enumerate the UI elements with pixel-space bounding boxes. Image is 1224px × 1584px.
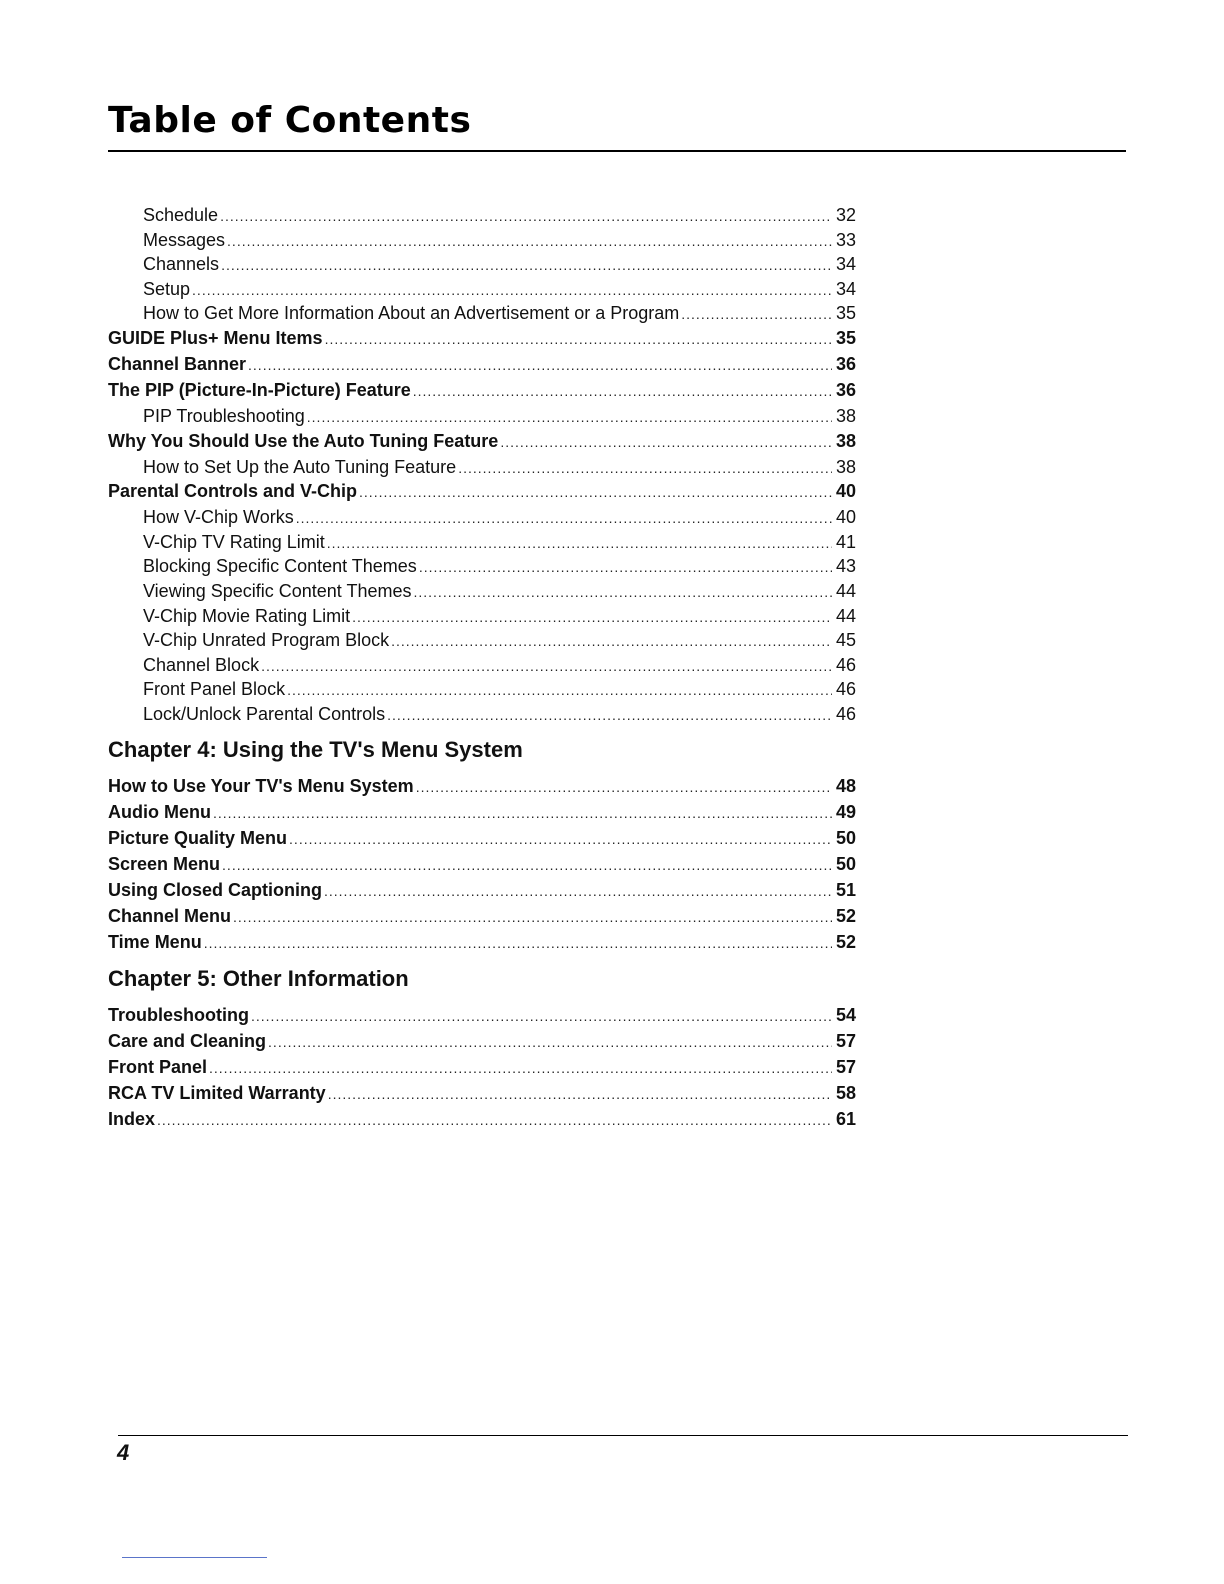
dot-leader <box>287 679 832 700</box>
dot-leader <box>458 457 832 478</box>
toc-entry-page: 36 <box>835 379 856 400</box>
toc-entry-label: V-Chip Unrated Program Block <box>143 630 390 651</box>
toc-entry-label: How to Get More Information About an Advertisement or a Program <box>143 303 680 324</box>
toc-entry[interactable] <box>108 630 856 655</box>
scan-edge-mark <box>122 1557 267 1558</box>
dot-leader <box>681 303 832 324</box>
toc-entry[interactable] <box>108 581 856 606</box>
chapter-heading: Chapter 5: Other Information <box>108 965 409 991</box>
toc-entry-page: 46 <box>835 703 856 724</box>
dot-leader <box>261 655 832 676</box>
toc-entry-page: 61 <box>835 1108 856 1129</box>
toc-entry-label: Why You Should Use the Auto Tuning Feature <box>108 430 499 451</box>
dot-leader <box>325 328 832 349</box>
dot-leader <box>209 1057 832 1078</box>
footer-divider <box>118 1435 1128 1436</box>
dot-leader <box>157 1109 832 1130</box>
dot-leader <box>233 906 832 927</box>
toc-entry-label: Channel Block <box>143 654 260 675</box>
toc-entry-label: How to Use Your TV's Menu System <box>108 775 414 796</box>
toc-entry[interactable] <box>108 380 856 406</box>
toc-entry[interactable] <box>108 481 856 507</box>
toc-entry-label: Channel Menu <box>108 905 232 926</box>
dot-leader <box>359 481 832 502</box>
toc-entry-page: 35 <box>835 327 856 348</box>
toc-entry[interactable] <box>108 254 856 279</box>
toc-entry-label: Picture Quality Menu <box>108 827 288 848</box>
toc-entry-label: Parental Controls and V-Chip <box>108 481 358 502</box>
page-number: 4 <box>117 1440 130 1465</box>
toc-entry[interactable] <box>108 1031 856 1057</box>
toc-entry-page: 33 <box>835 229 856 250</box>
toc-entry-page: 46 <box>835 679 856 700</box>
toc-entry-page: 41 <box>835 531 856 552</box>
toc-entry-page: 58 <box>835 1082 856 1103</box>
toc-entry-page: 40 <box>835 481 856 502</box>
toc-entry-label: Schedule <box>143 205 219 225</box>
toc-entry-page: 48 <box>835 775 856 796</box>
toc-entry-label: How V-Chip Works <box>143 507 294 528</box>
toc-entry[interactable] <box>108 431 856 457</box>
toc-entry-label: Audio Menu <box>108 801 211 822</box>
toc-entry[interactable] <box>108 1005 856 1031</box>
toc-entry[interactable] <box>108 679 856 704</box>
toc-entry-label: Using Closed Captioning <box>108 879 322 900</box>
dot-leader <box>500 431 832 452</box>
table-of-contents <box>108 205 856 1135</box>
toc-entry[interactable] <box>108 606 856 631</box>
toc-entry-label: V-Chip TV Rating Limit <box>143 531 325 552</box>
toc-entry-label: How to Set Up the Auto Tuning Feature <box>143 456 457 477</box>
toc-entry[interactable] <box>108 880 856 906</box>
dot-leader <box>222 854 832 875</box>
toc-entry-label: Front Panel Block <box>143 679 286 700</box>
dot-leader <box>296 507 832 528</box>
toc-entry[interactable] <box>108 230 856 255</box>
toc-entry-label: Viewing Specific Content Themes <box>143 580 412 601</box>
toc-entry-page: 45 <box>835 630 856 651</box>
toc-entry-page: 43 <box>835 556 856 577</box>
toc-entry-page: 44 <box>835 605 856 626</box>
dot-leader <box>391 630 832 651</box>
dot-leader <box>251 1005 832 1026</box>
dot-leader <box>352 606 832 627</box>
dot-leader <box>221 254 832 275</box>
toc-entry[interactable] <box>108 406 856 431</box>
toc-entry-label: Channels <box>143 254 220 275</box>
toc-entry-label: RCA TV Limited Warranty <box>108 1082 326 1103</box>
toc-entry-page: 57 <box>835 1030 856 1051</box>
toc-entry-label: Screen Menu <box>108 853 221 874</box>
toc-entry[interactable] <box>108 828 856 854</box>
toc-entry-page: 34 <box>835 278 856 299</box>
dot-leader <box>268 1031 832 1052</box>
toc-entry-label: The PIP (Picture-In-Picture) Feature <box>108 379 411 400</box>
toc-entry-page: 44 <box>835 580 856 601</box>
toc-entry-label: Channel Banner <box>108 353 247 374</box>
toc-entry[interactable] <box>108 507 856 532</box>
toc-entry[interactable] <box>108 776 856 802</box>
toc-entry-page: 57 <box>835 1056 856 1077</box>
title-divider <box>108 150 1126 152</box>
toc-entry[interactable] <box>108 1109 856 1135</box>
toc-entry[interactable] <box>108 556 856 581</box>
dot-leader <box>416 776 832 797</box>
toc-entry[interactable] <box>108 906 856 932</box>
chapter-heading: Chapter 4: Using the TV's Menu System <box>108 736 523 762</box>
toc-entry-page: 54 <box>835 1004 856 1025</box>
dot-leader <box>220 205 832 226</box>
toc-entry-label: Front Panel <box>108 1056 208 1077</box>
dot-leader <box>419 556 832 577</box>
toc-entry-label: Lock/Unlock Parental Controls <box>143 703 386 724</box>
page-title: Table of Contents <box>108 100 472 141</box>
toc-entry-page: 35 <box>835 303 856 324</box>
toc-entry-label: Care and Cleaning <box>108 1030 267 1051</box>
toc-entry-page: 52 <box>835 905 856 926</box>
dot-leader <box>213 802 832 823</box>
toc-entry[interactable] <box>108 354 856 380</box>
toc-entry-label: Blocking Specific Content Themes <box>143 556 417 577</box>
toc-entry-label: GUIDE Plus+ Menu Items <box>108 327 323 348</box>
toc-entry-page: 51 <box>835 879 856 900</box>
toc-entry-page: 34 <box>835 254 856 275</box>
toc-entry[interactable] <box>108 704 856 729</box>
dot-leader <box>413 581 832 602</box>
toc-entry[interactable] <box>108 205 856 230</box>
dot-leader <box>289 828 832 849</box>
toc-entry-page: 32 <box>835 205 856 225</box>
dot-leader <box>192 279 832 300</box>
dot-leader <box>327 532 832 553</box>
toc-entry-label: Messages <box>143 229 226 250</box>
dot-leader <box>324 880 832 901</box>
toc-entry-page: 52 <box>835 931 856 952</box>
toc-entry[interactable] <box>108 802 856 828</box>
toc-entry-page: 36 <box>835 353 856 374</box>
toc-entry-label: Setup <box>143 278 191 299</box>
dot-leader <box>227 230 832 251</box>
toc-entry-page: 50 <box>835 853 856 874</box>
toc-entry-page: 40 <box>835 507 856 528</box>
toc-entry-page: 38 <box>835 456 856 477</box>
toc-entry-page: 46 <box>835 654 856 675</box>
dot-leader <box>413 380 832 401</box>
toc-entry-page: 38 <box>835 405 856 426</box>
toc-entry[interactable] <box>108 328 856 354</box>
toc-entry[interactable] <box>108 932 856 958</box>
toc-entry[interactable] <box>108 457 856 482</box>
dot-leader <box>387 704 832 725</box>
toc-entry-label: Time Menu <box>108 931 202 952</box>
toc-entry-page: 38 <box>835 430 856 451</box>
dot-leader <box>328 1083 832 1104</box>
toc-entry[interactable] <box>108 1057 856 1083</box>
toc-entry[interactable] <box>108 303 856 328</box>
toc-entry-label: Index <box>108 1108 156 1129</box>
toc-entry-label: V-Chip Movie Rating Limit <box>143 605 351 626</box>
dot-leader <box>248 354 832 375</box>
toc-entry[interactable] <box>108 279 856 304</box>
toc-entry-label: PIP Troubleshooting <box>143 405 305 426</box>
toc-entry[interactable] <box>108 854 856 880</box>
toc-entry[interactable] <box>108 532 856 557</box>
toc-entry-page: 50 <box>835 827 856 848</box>
toc-entry-page: 49 <box>835 801 856 822</box>
dot-leader <box>204 932 832 953</box>
toc-entry[interactable] <box>108 1083 856 1109</box>
dot-leader <box>307 406 832 427</box>
toc-entry-label: Troubleshooting <box>108 1004 249 1025</box>
toc-entry[interactable] <box>108 655 856 680</box>
